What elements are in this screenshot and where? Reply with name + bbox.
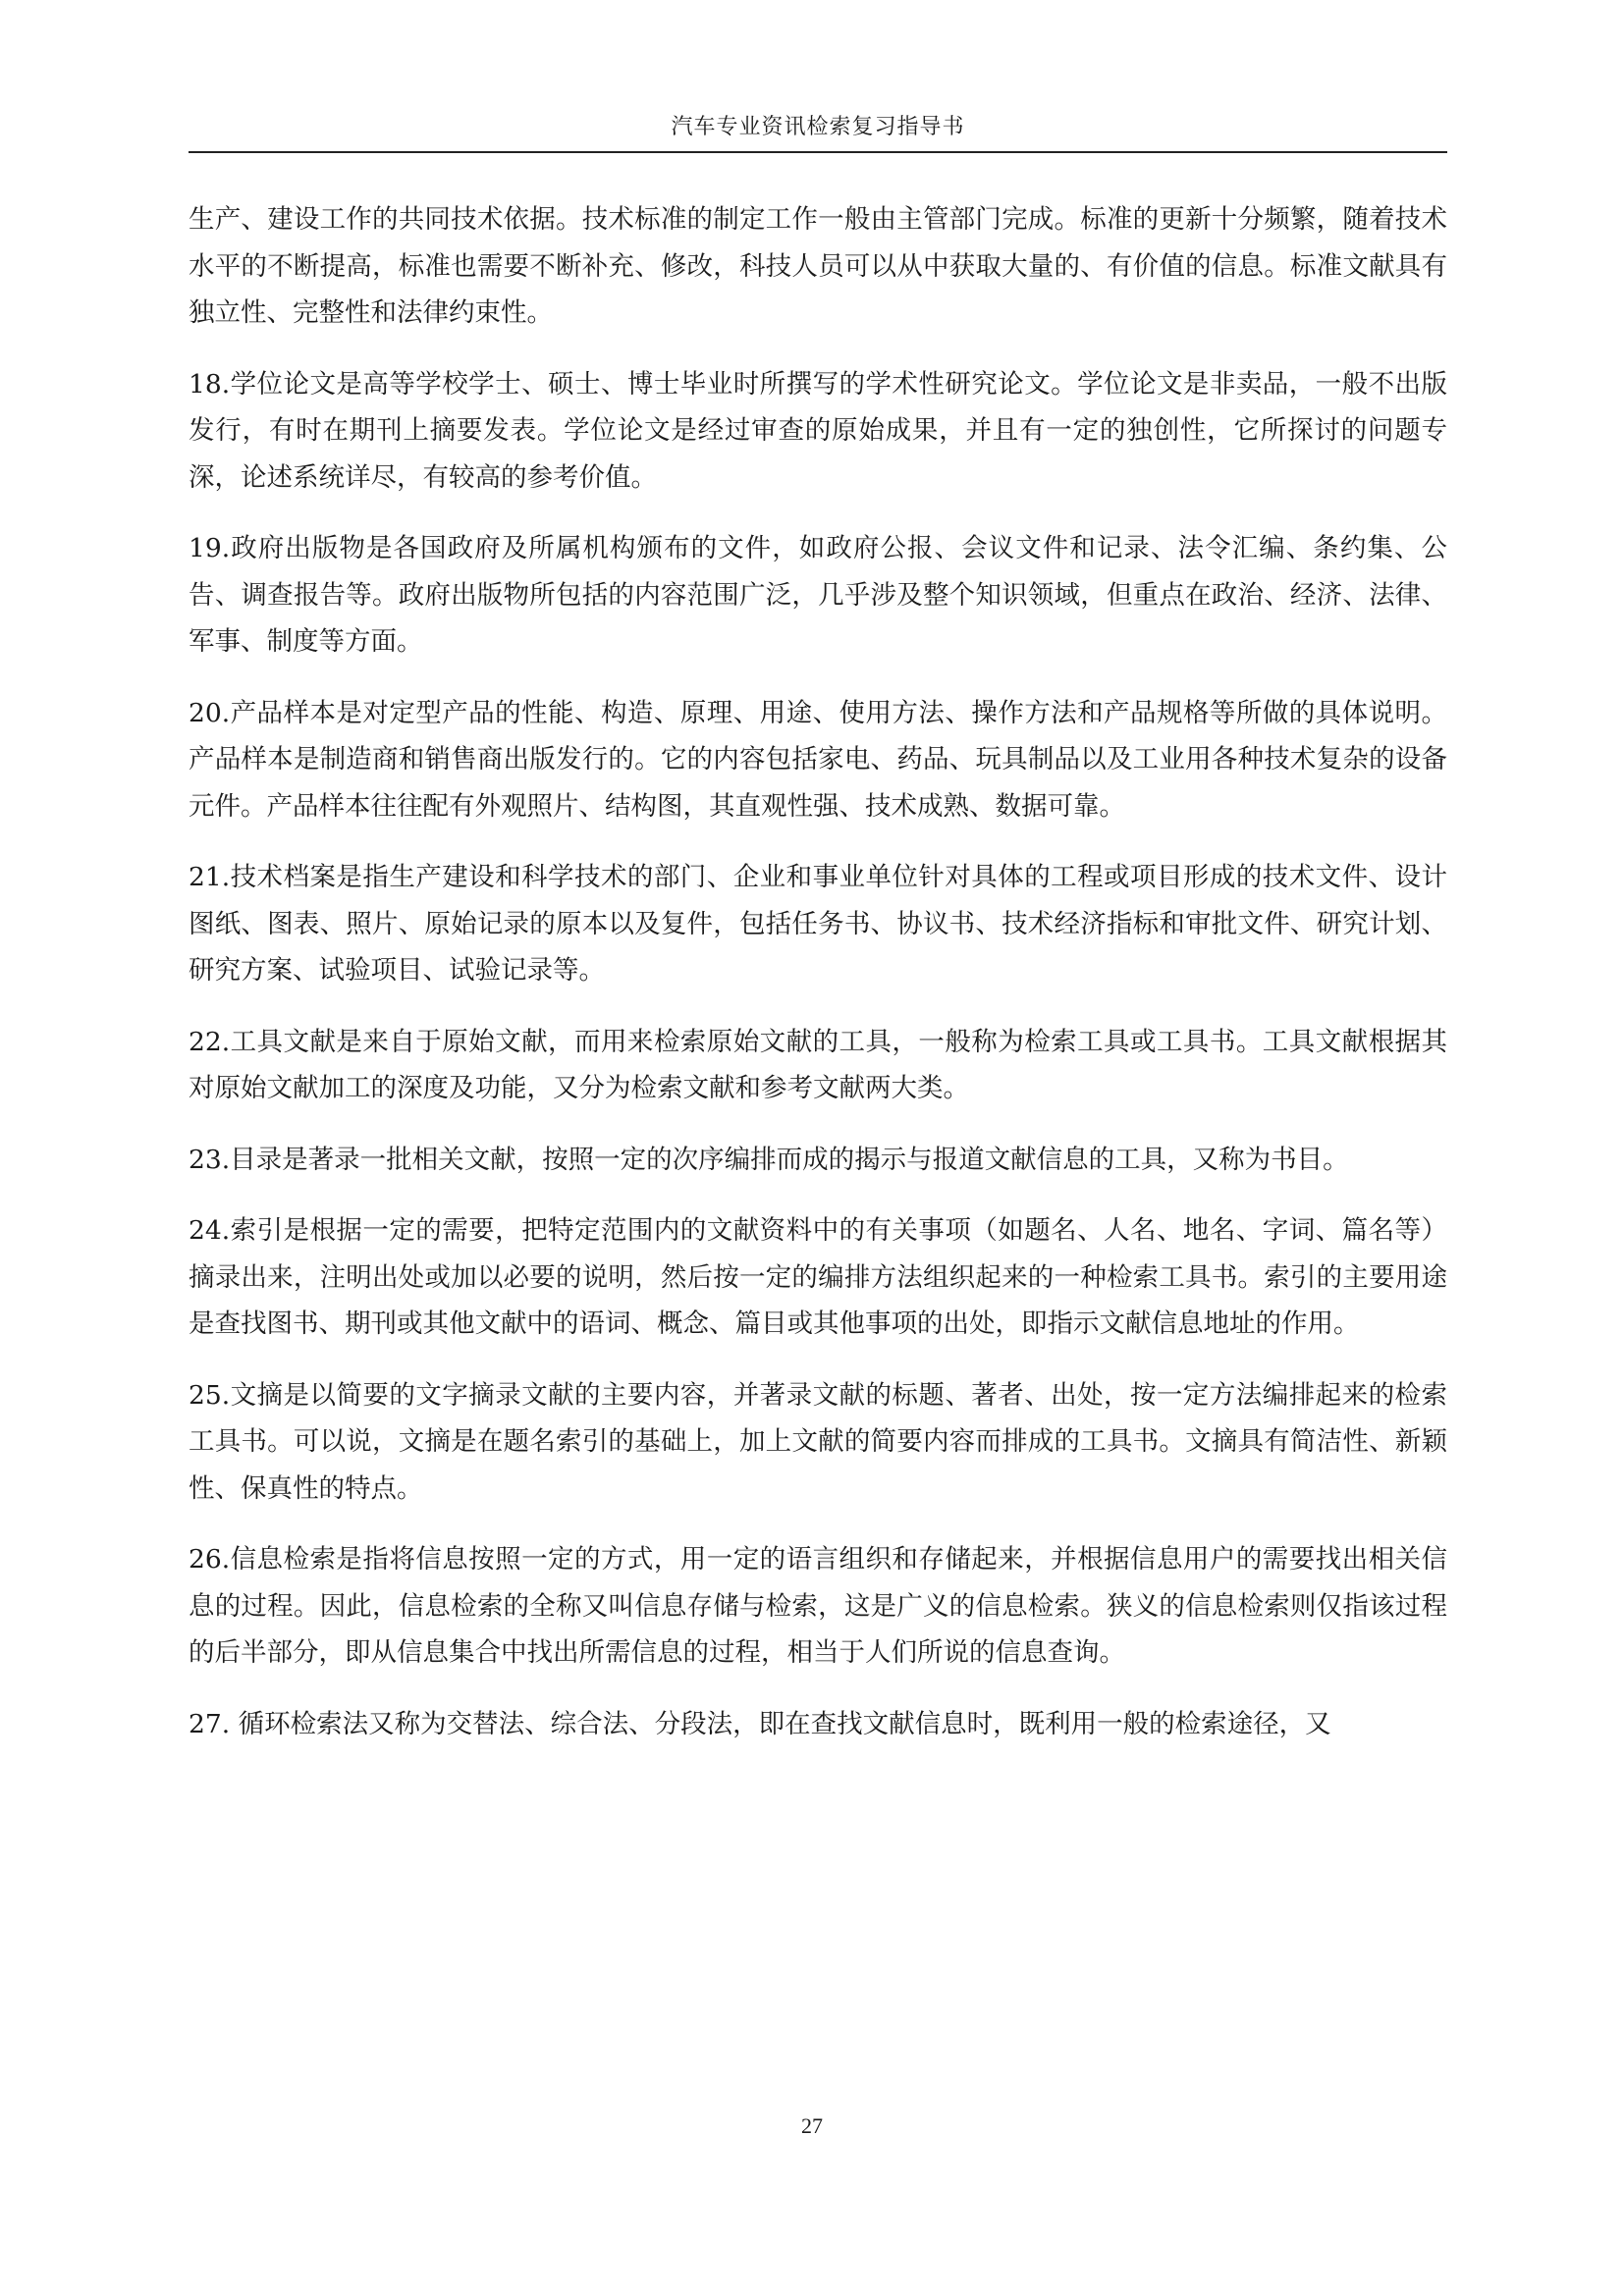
paragraph-item-27: 27. 循环检索法又称为交替法、综合法、分段法，即在查找文献信息时，既利用一般的检索途径，又 [189, 1708, 1331, 1739]
paragraph-item-25: 25.文摘是以简要的文字摘录文献的主要内容，并著录文献的标题、著者、出处，按一定方法编排起来的检索工具书。可以说，文摘是在题名索引的基础上，加上文献的简要内容而排成的工具书。文摘具有简洁性、新颖性、保真性的特点。 [189, 1379, 1447, 1504]
paragraph-item-18: 18.学位论文是高等学校学士、硕士、博士毕业时所撰写的学术性研究论文。学位论文是非卖品，一般不出版发行，有时在期刊上摘要发表。学位论文是经过审查的原始成果，并且有一定的独创性，它所探讨的问题专深，论述系统详尽，有较高的参考价值。 [189, 368, 1447, 493]
running-header [189, 106, 1447, 153]
paragraph-item-22: 22.工具文献是来自于原始文献，而用来检索原始文献的工具，一般称为检索工具或工具书。工具文献根据其对原始文献加工的深度及功能，又分为检索文献和参考文献两大类。 [189, 1026, 1447, 1103]
page-footer [0, 2113, 1624, 2139]
page-body [189, 196, 1447, 1772]
header-title: 汽车专业资讯检索复习指导书 [671, 115, 965, 139]
paragraph-item-23: 23.目录是著录一批相关文献，按照一定的次序编排而成的揭示与报道文献信息的工具，又称为书目。 [189, 1144, 1349, 1175]
paragraph-item-24: 24.索引是根据一定的需要，把特定范围内的文献资料中的有关事项（如题名、人名、地名、字词、篇名等）摘录出来，注明出处或加以必要的说明，然后按一定的编排方法组织起来的一种检索工具书。索引的主要用途是查找图书、期刊或其他文献中的语词、概念、篇目或其他事项的出处，即指示文献信息地址的作用。 [189, 1215, 1447, 1339]
paragraph-item-20: 20.产品样本是对定型产品的性能、构造、原理、用途、使用方法、操作方法和产品规格等所做的具体说明。产品样本是制造商和销售商出版发行的。它的内容包括家电、药品、玩具制品以及工业用各种技术复杂的设备元件。产品样本往往配有外观照片、结构图，其直观性强、技术成熟、数据可靠。 [189, 697, 1447, 822]
paragraph-item-19: 19.政府出版物是各国政府及所属机构颁布的文件，如政府公报、会议文件和记录、法令汇编、条约集、公告、调查报告等。政府出版物所包括的内容范围广泛，几乎涉及整个知识领域，但重点在政治、经济、法律、军事、制度等方面。 [189, 533, 1447, 657]
page-number: 27 [801, 2113, 823, 2138]
paragraph-item-26: 26.信息检索是指将信息按照一定的方式，用一定的语言组织和存储起来，并根据信息用户的需要找出相关信息的过程。因此，信息检索的全称又叫信息存储与检索，这是广义的信息检索。狭义的信息检索则仅指该过程的后半部分，即从信息集合中找出所需信息的过程，相当于人们所说的信息查询。 [189, 1544, 1447, 1668]
paragraph-continued-standards: 生产、建设工作的共同技术依据。技术标准的制定工作一般由主管部门完成。标准的更新十分频繁，随着技术水平的不断提高，标准也需要不断补充、修改，科技人员可以从中获取大量的、有价值的信息。标准文献具有独立性、完整性和法律约束性。 [189, 204, 1447, 328]
paragraph-item-21: 21.技术档案是指生产建设和科学技术的部门、企业和事业单位针对具体的工程或项目形成的技术文件、设计图纸、图表、照片、原始记录的原本以及复件，包括任务书、协议书、技术经济指标和审批文件、研究计划、研究方案、试验项目、试验记录等。 [189, 862, 1447, 986]
